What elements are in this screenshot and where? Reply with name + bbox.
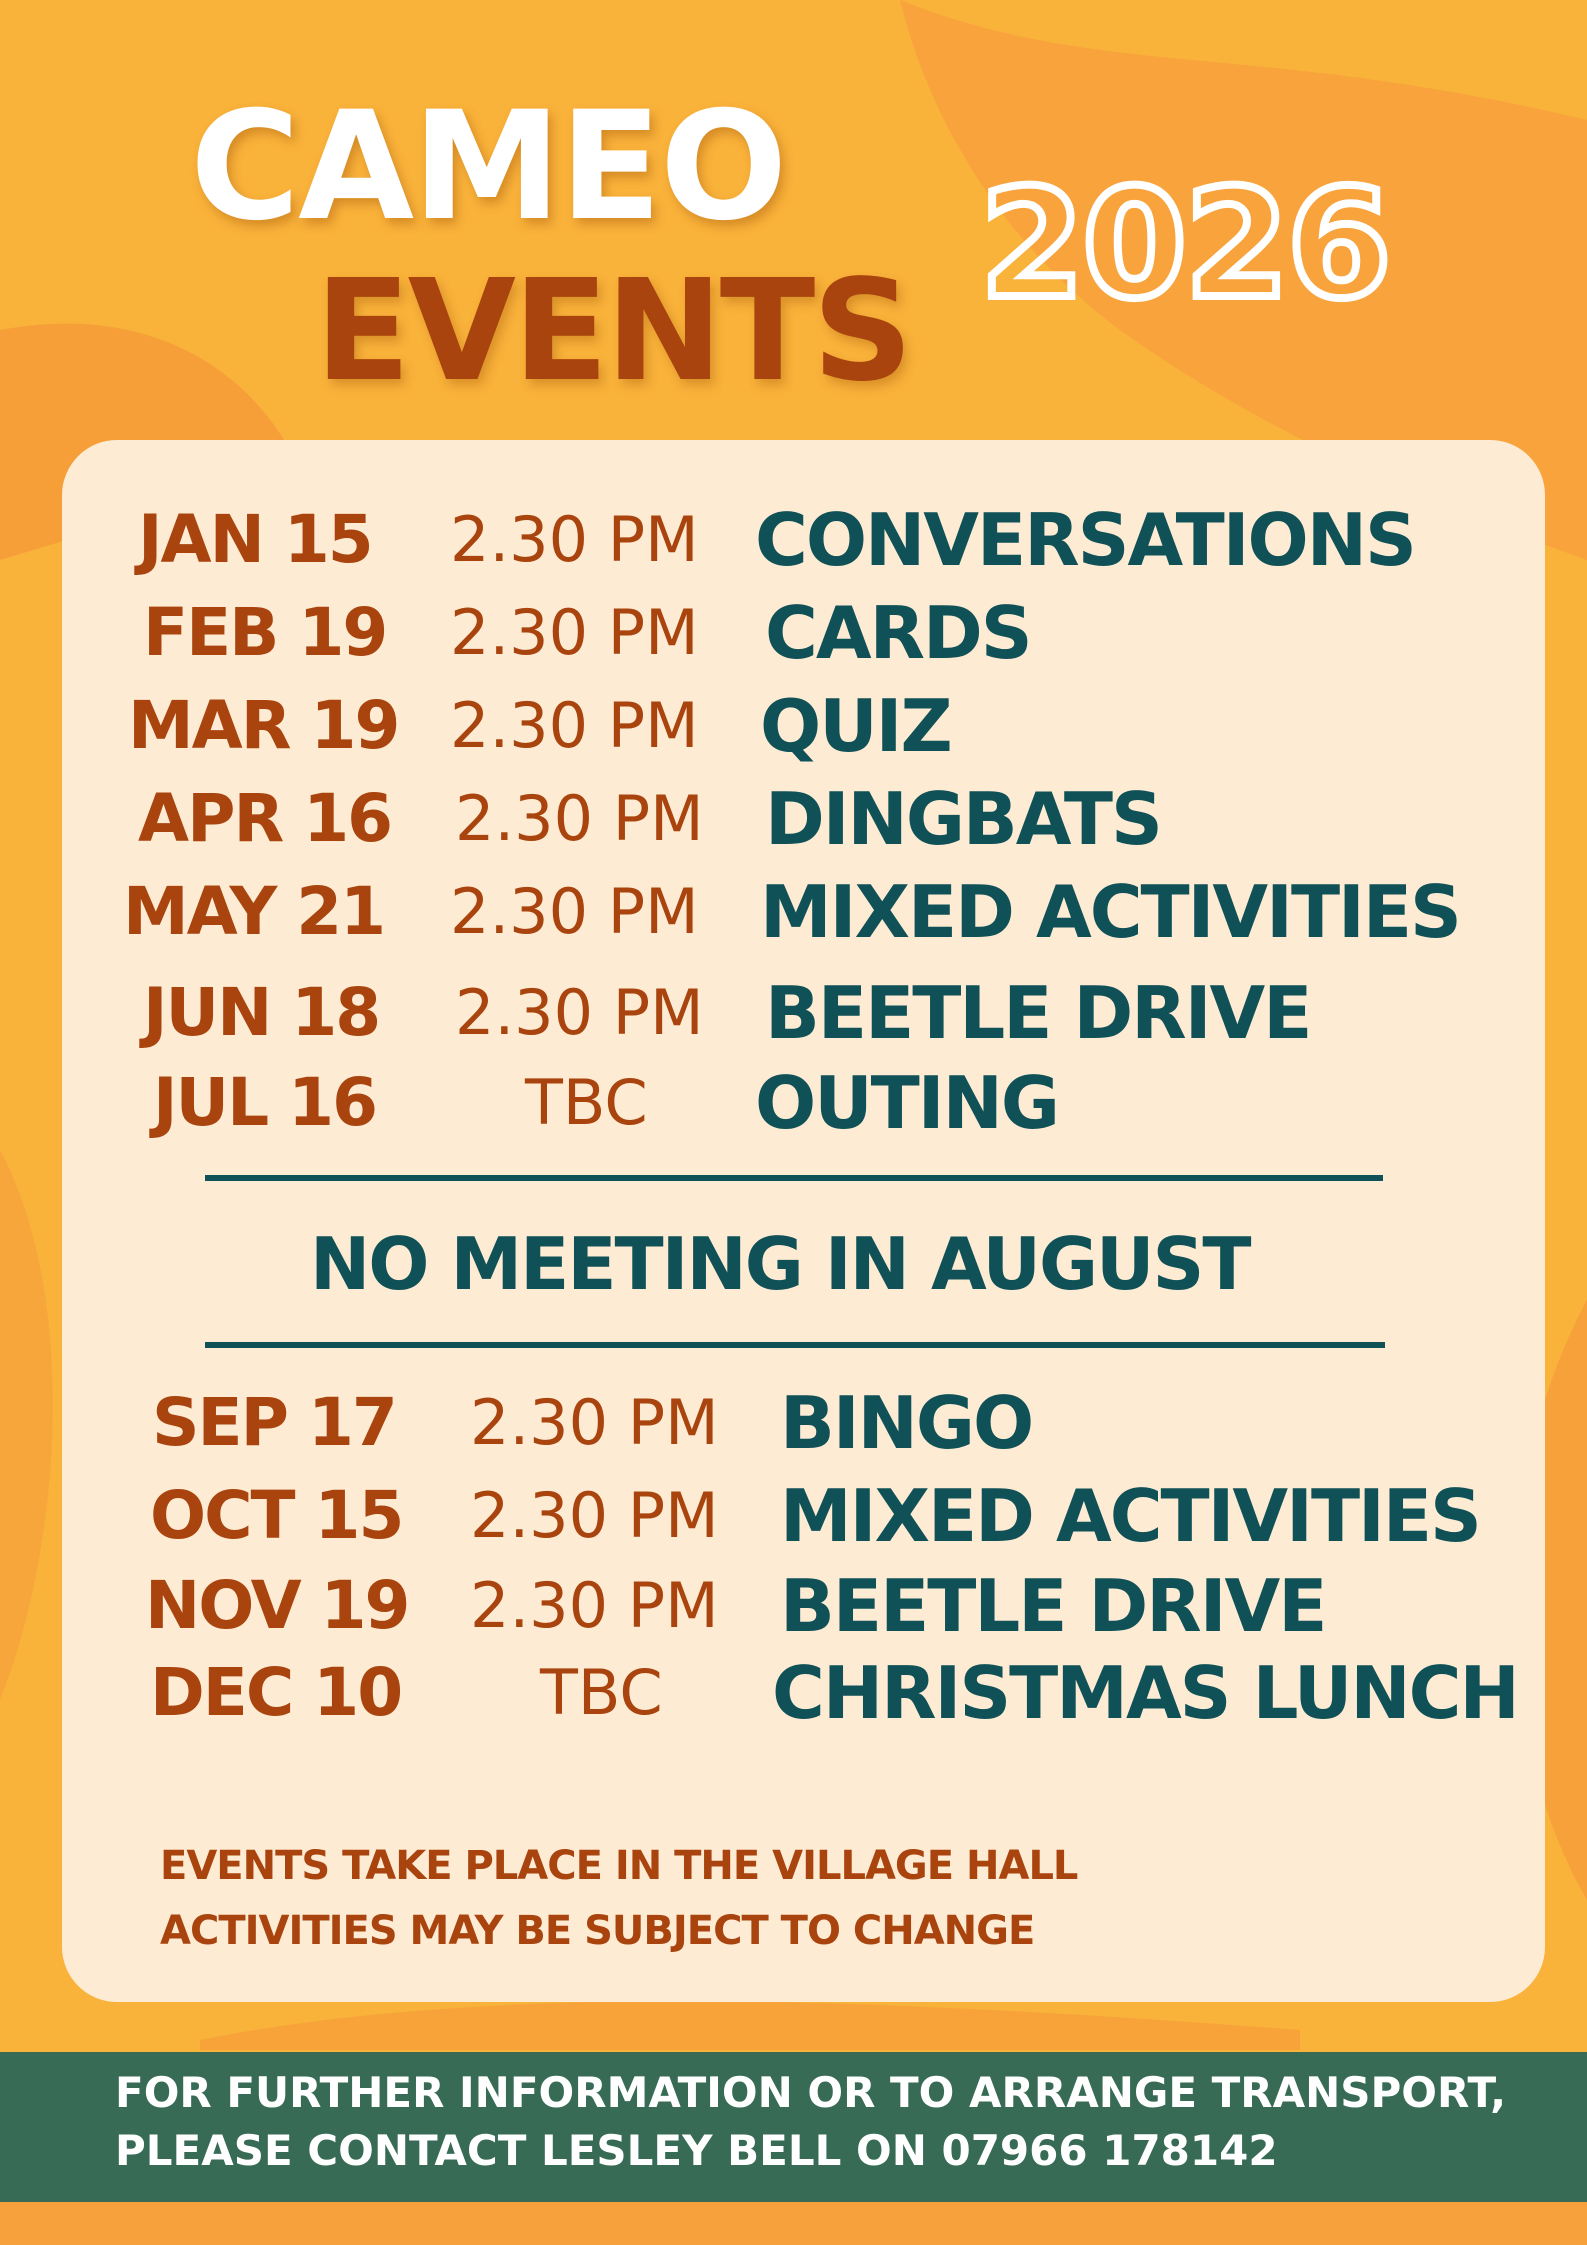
event-activity: CARDS bbox=[765, 591, 1031, 675]
event-time: 2.30 PM bbox=[450, 875, 699, 948]
event-activity: BEETLE DRIVE bbox=[765, 971, 1311, 1055]
event-date: JUL 16 bbox=[153, 1064, 377, 1141]
event-time: 2.30 PM bbox=[455, 782, 704, 855]
event-time: TBC bbox=[540, 1656, 663, 1729]
event-activity: BEETLE DRIVE bbox=[780, 1564, 1326, 1648]
event-time: 2.30 PM bbox=[450, 689, 699, 762]
note-change: ACTIVITIES MAY BE SUBJECT TO CHANGE bbox=[160, 1908, 1035, 1954]
event-date: FEB 19 bbox=[143, 594, 387, 671]
title-year: 2026 bbox=[980, 158, 1390, 332]
event-date: JAN 15 bbox=[138, 501, 372, 578]
event-time: 2.30 PM bbox=[470, 1386, 719, 1459]
footer-line-2: PLEASE CONTACT LESLEY BELL ON 07966 178142 bbox=[115, 2126, 1278, 2175]
event-time: 2.30 PM bbox=[470, 1569, 719, 1642]
event-date: JUN 18 bbox=[143, 974, 380, 1051]
event-date: APR 16 bbox=[138, 780, 392, 857]
event-date: DEC 10 bbox=[150, 1654, 402, 1731]
event-time: 2.30 PM bbox=[470, 1479, 719, 1552]
divider-top bbox=[205, 1175, 1383, 1181]
divider-bottom bbox=[205, 1342, 1385, 1348]
event-activity: MIXED ACTIVITIES bbox=[780, 1474, 1480, 1558]
footer-line-1: FOR FURTHER INFORMATION OR TO ARRANGE TRANSPORT, bbox=[115, 2068, 1507, 2117]
title-events: EVENTS bbox=[315, 250, 911, 413]
event-time: TBC bbox=[525, 1066, 648, 1139]
no-meeting-notice: NO MEETING IN AUGUST bbox=[310, 1222, 1250, 1306]
event-activity: CHRISTMAS LUNCH bbox=[772, 1651, 1518, 1735]
event-activity: DINGBATS bbox=[765, 777, 1161, 861]
event-date: MAY 21 bbox=[123, 873, 385, 950]
event-date: SEP 17 bbox=[152, 1384, 396, 1461]
event-date: NOV 19 bbox=[145, 1567, 409, 1644]
footer-contact-bar bbox=[0, 2052, 1587, 2202]
event-time: 2.30 PM bbox=[450, 503, 699, 576]
event-activity: MIXED ACTIVITIES bbox=[760, 870, 1460, 954]
event-date: MAR 19 bbox=[128, 687, 399, 764]
event-activity: CONVERSATIONS bbox=[755, 498, 1415, 582]
event-activity: BINGO bbox=[780, 1381, 1033, 1465]
event-time: 2.30 PM bbox=[450, 596, 699, 669]
event-activity: QUIZ bbox=[760, 684, 951, 768]
event-date: OCT 15 bbox=[150, 1477, 403, 1554]
event-time: 2.30 PM bbox=[455, 976, 704, 1049]
title-cameo: CAMEO bbox=[190, 80, 786, 254]
note-venue: EVENTS TAKE PLACE IN THE VILLAGE HALL bbox=[160, 1843, 1078, 1889]
event-activity: OUTING bbox=[755, 1061, 1058, 1145]
